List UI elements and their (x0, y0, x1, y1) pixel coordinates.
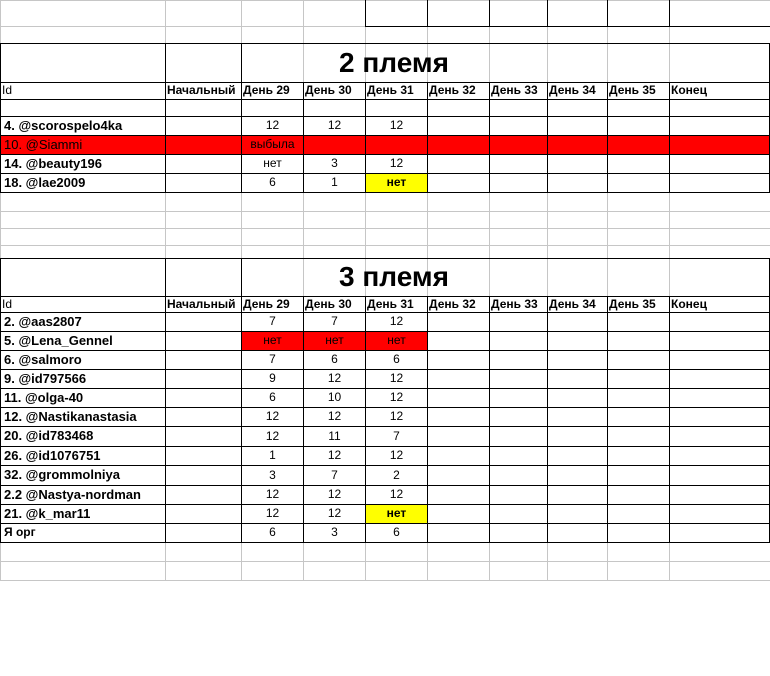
column-header: День 35 (609, 297, 656, 311)
column-header: День 34 (549, 83, 596, 97)
day30-value: 12 (327, 448, 342, 462)
day29-value: нет (263, 333, 282, 347)
grid-row-line (0, 245, 770, 246)
grid-row-line (0, 561, 770, 562)
column-header: Начальный (167, 297, 236, 311)
column-header: Конец (671, 297, 707, 311)
participant-id: 2. @aas2807 (4, 314, 82, 329)
day31-value: 12 (389, 487, 404, 501)
day29-value: 12 (265, 429, 280, 443)
column-header: Id (2, 297, 13, 311)
column-header: День 30 (305, 83, 352, 97)
table-border (427, 0, 428, 26)
table-border (547, 0, 548, 26)
table-border (489, 0, 490, 26)
participant-id: 5. @Lena_Gennel (4, 333, 113, 348)
column-header: День 31 (367, 297, 414, 311)
day30-value: 7 (331, 314, 338, 328)
column-header: День 33 (491, 297, 538, 311)
day30-value: 1 (331, 175, 338, 189)
day30-value: 6 (331, 352, 338, 366)
day29-value: нет (263, 156, 282, 170)
table-border (0, 542, 770, 543)
day30-value: 7 (331, 468, 338, 482)
day30-value: 3 (331, 525, 338, 539)
day31-value: 2 (393, 468, 400, 482)
table-border (489, 296, 490, 542)
grid-row-line (0, 228, 770, 229)
day30-value (304, 135, 365, 154)
day31-value: нет (387, 333, 406, 347)
table-border (669, 296, 670, 542)
table-border (607, 296, 608, 542)
day29-value: 9 (269, 371, 276, 385)
day30-value: 12 (327, 409, 342, 423)
column-header: День 34 (549, 297, 596, 311)
day31-value: 6 (393, 352, 400, 366)
day29-value: 12 (265, 409, 280, 423)
participant-id: 11. @olga-40 (4, 390, 84, 405)
day29-value: 6 (269, 175, 276, 189)
column-header: День 32 (429, 297, 476, 311)
table-border (607, 0, 608, 26)
table-border (547, 296, 548, 542)
participant-id: 9. @id797566 (4, 371, 87, 386)
day29-value: 7 (269, 352, 276, 366)
day29-value: 12 (265, 506, 280, 520)
column-header: День 30 (305, 297, 352, 311)
table-border (427, 296, 428, 542)
day30-value: 12 (327, 371, 342, 385)
column-header: День 29 (243, 83, 290, 97)
column-header: День 31 (367, 83, 414, 97)
column-header: День 35 (609, 83, 656, 97)
day29-value: 12 (265, 487, 280, 501)
participant-id: Я орг (4, 525, 36, 539)
day30-value: 12 (327, 118, 342, 132)
table-border (165, 43, 166, 192)
grid-row-line (0, 580, 770, 581)
participant-id: 18. @lae2009 (4, 175, 86, 190)
day31-value: 12 (389, 118, 404, 132)
day31-value: нет (386, 506, 407, 520)
participant-id: 26. @id1076751 (4, 448, 101, 463)
grid-row-line (0, 0, 770, 1)
table-border (669, 0, 670, 26)
day30-value: 10 (327, 390, 342, 404)
day31-value (366, 135, 427, 154)
day29-value: 12 (265, 118, 280, 132)
column-header: День 29 (243, 297, 290, 311)
participant-id: 21. @k_mar11 (4, 506, 91, 521)
table-border (0, 192, 770, 193)
day30-value: 11 (328, 429, 341, 443)
participant-id: 6. @salmoro (4, 352, 82, 367)
day31-value: 12 (389, 371, 404, 385)
day30-value: нет (325, 333, 344, 347)
participant-id: 4. @scorospelo4ka (4, 118, 123, 133)
table-border (365, 0, 366, 26)
day29-value: 6 (269, 525, 276, 539)
table-border (365, 26, 770, 27)
day31-value: 6 (393, 525, 400, 539)
day31-value: нет (386, 175, 407, 189)
tribe-title: 2 племя (339, 47, 449, 78)
day29-value: 6 (269, 390, 276, 404)
day31-value: 12 (389, 390, 404, 404)
day30-value: 12 (327, 487, 342, 501)
day29-value: выбыла (250, 137, 295, 151)
column-header: Id (2, 83, 13, 97)
day31-value: 12 (389, 448, 404, 462)
table-border (0, 99, 770, 100)
column-header: День 33 (491, 83, 538, 97)
column-header: День 32 (429, 83, 476, 97)
column-header: Конец (671, 83, 707, 97)
day29-value: 1 (269, 448, 276, 462)
day31-value: 7 (393, 429, 400, 443)
participant-id: 20. @id783468 (4, 428, 94, 443)
day31-value: 12 (389, 314, 404, 328)
day29-value: 7 (269, 314, 276, 328)
day30-value: 3 (331, 156, 338, 170)
grid-row-line (0, 211, 770, 212)
day31-value: 12 (389, 156, 404, 170)
tribe-title: 3 племя (339, 261, 449, 292)
participant-id: 32. @grommolniya (4, 467, 120, 482)
day30-value: 12 (327, 506, 342, 520)
participant-id: 14. @beauty196 (4, 156, 102, 171)
day29-value: 3 (269, 468, 276, 482)
participant-id: 10. @Siammi (4, 137, 83, 152)
participant-id: 2.2 @Nastya-nordman (4, 487, 141, 502)
day31-value: 12 (389, 409, 404, 423)
participant-id: 12. @Nastikanastasia (4, 409, 137, 424)
column-header: Начальный (167, 83, 236, 97)
